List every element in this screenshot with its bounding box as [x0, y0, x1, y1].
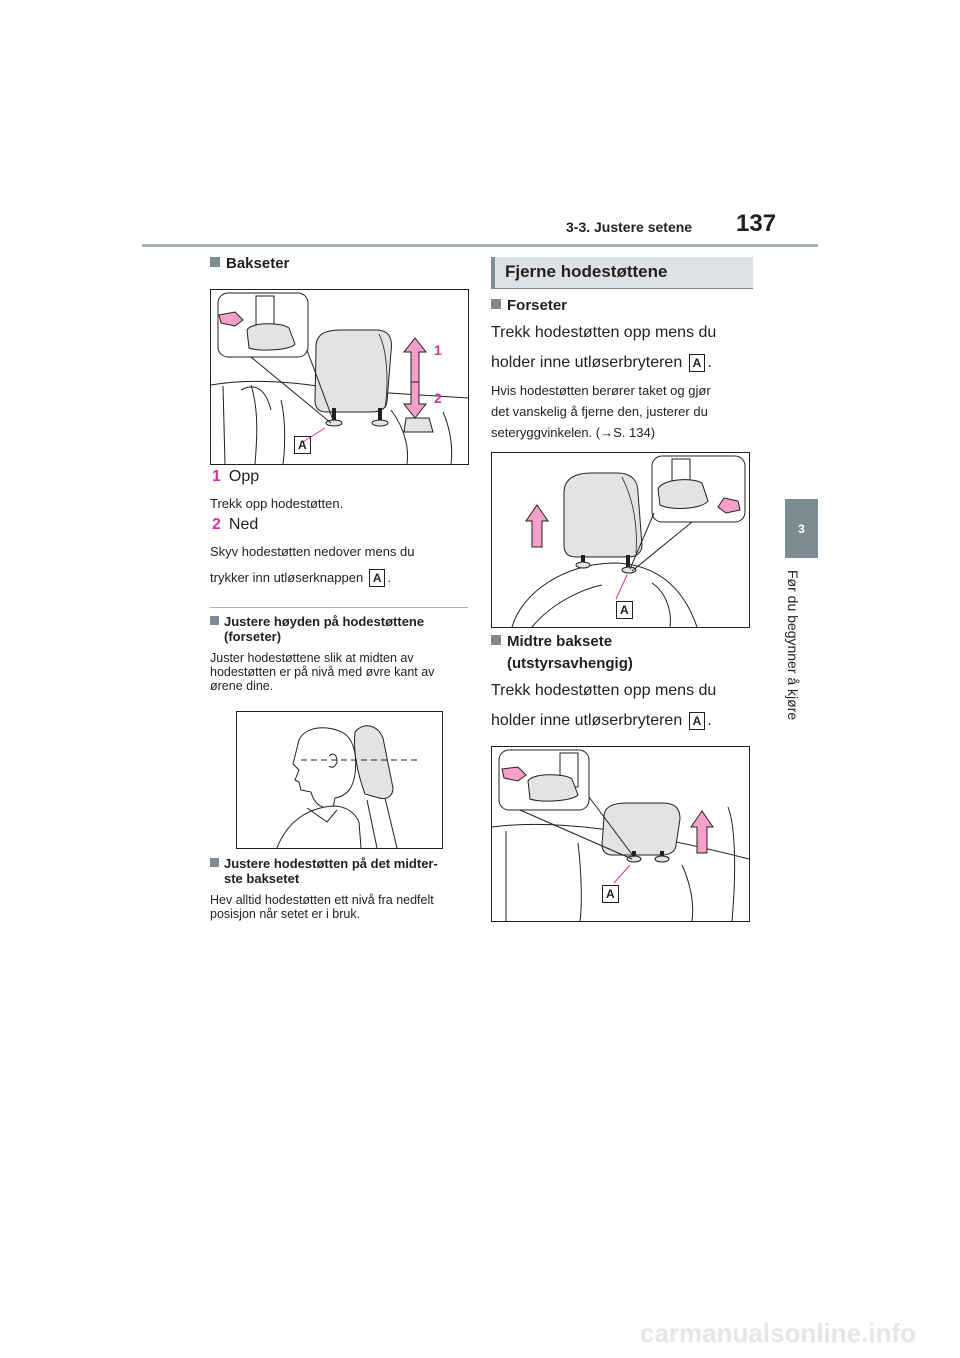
- bullet-square-icon: [491, 635, 501, 645]
- bullet-square-icon: [210, 257, 220, 267]
- ref-a: A: [689, 712, 706, 730]
- figure-label-a: A: [616, 601, 633, 619]
- step-2-desc-2: trykker inn utløserknappen A .: [210, 570, 392, 585]
- page-reference-link[interactable]: S. 134): [613, 425, 656, 440]
- bullet-square-icon: [491, 299, 501, 309]
- section-rule: [491, 288, 753, 289]
- ref-a: A: [689, 354, 706, 372]
- figure-middle-seat-remove: [491, 746, 750, 922]
- figure-rear-seat-adjust: [210, 289, 469, 465]
- bullet-square-icon: [210, 616, 219, 625]
- section-heading-box: [491, 257, 753, 288]
- middle-adjust-text: Hev alltid hodestøtten ett nivå fra nedfelt posisjon når setet er i bruk.: [210, 893, 434, 921]
- step-1: 1 Opp: [212, 468, 260, 485]
- figure-head-position: [236, 711, 443, 849]
- midtre-text: Trekk hodestøtten opp mens du holder inne utløserbryteren A .: [491, 682, 717, 729]
- middle-adjust-heading: Justere hodestøtten på det midter- ste baksetet: [210, 856, 438, 886]
- header-rule: [142, 244, 818, 247]
- height-adjust-text: Juster hodestøttene slik at midten av hodestøtten er på nivå med øvre kant av ørene dine.: [210, 651, 435, 693]
- head-position-illustration: [237, 712, 442, 848]
- arrow-right-icon: →: [600, 425, 614, 440]
- bakseter-heading: Bakseter: [210, 255, 289, 272]
- section-heading: Fjerne hodestøttene: [505, 262, 668, 281]
- forseter-heading: Forseter: [491, 297, 567, 314]
- figure-front-seat-remove: [491, 452, 750, 628]
- figure-label-a: A: [602, 885, 619, 903]
- bullet-square-icon: [210, 858, 219, 867]
- rear-seat-illustration: [211, 290, 468, 464]
- chapter-title: Før du begynner å kjøre: [785, 570, 801, 721]
- forseter-text: Trekk hodestøtten opp mens du holder inne utløserbryteren A .: [491, 324, 717, 371]
- step-2-desc-1: Skyv hodestøtten nedover mens du: [210, 544, 415, 559]
- forseter-note: Hvis hodestøtten berører taket og gjør det vanskelig å fjerne den, justerer du seteryggvinkelen. (→S. 134): [491, 383, 711, 440]
- ref-a: A: [369, 569, 386, 587]
- section-title: 3-3. Justere setene: [566, 219, 693, 235]
- divider: [210, 607, 468, 608]
- figure-label-1: 1: [434, 342, 442, 358]
- chapter-tab: [785, 499, 818, 558]
- step-2: 2 Ned: [212, 516, 259, 533]
- watermark: carmanualsonline.info: [640, 1318, 916, 1348]
- height-adjust-heading: Justere høyden på hodestøttene (forseter): [210, 614, 424, 644]
- middle-seat-illustration: [492, 747, 749, 921]
- step-1-desc: Trekk opp hodestøtten.: [210, 496, 344, 511]
- page-number: 137: [736, 210, 777, 237]
- chapter-number: 3: [798, 521, 805, 536]
- figure-label-2: 2: [434, 390, 442, 406]
- figure-label-a: A: [294, 436, 311, 454]
- midtre-heading: Midtre baksete (utstyrsavhengig): [491, 631, 633, 675]
- chapter-title-vertical: [785, 570, 811, 735]
